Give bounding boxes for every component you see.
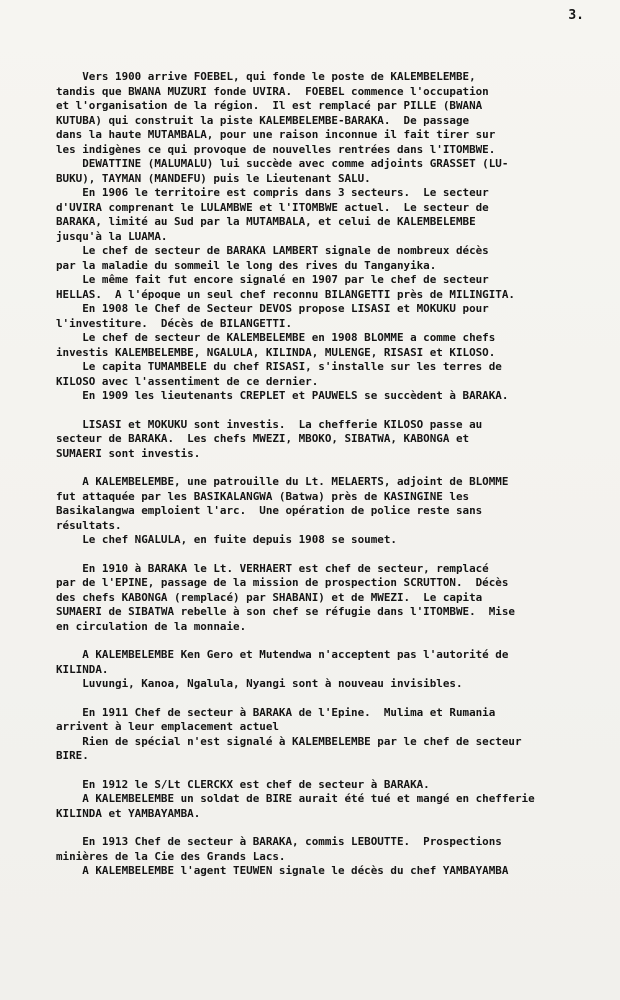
paragraph [56,70,596,157]
text-line: HELLAS. A l'époque un seul chef reconnu BILANGETTI près de MILINGITA. [56,287,515,301]
paragraph [56,648,596,677]
text-line: LISASI et MOKUKU sont investis. La chefferie KILOSO passe au [56,417,483,431]
paragraph [56,389,596,404]
paragraph [56,418,596,462]
text-line: résultats. [56,518,122,532]
text-line: En 1910 à BARAKA le Lt. VERHAERT est chef de secteur, remplacé [56,561,489,575]
text-line: DEWATTINE (MALUMALU) lui succède avec comme adjoints GRASSET (LU- [56,157,509,170]
paragraph [56,562,596,635]
page-number: 3. [568,8,584,23]
paragraph [56,835,596,864]
text-line: jusqu'à la LUAMA. [56,229,168,243]
text-line: SUMAERI sont investis. [56,446,201,460]
paragraph [56,475,596,533]
text-line: BUKU), TAYMAN (MANDEFU) puis le Lieutenant SALU. [56,171,371,185]
paragraph-gap [56,821,596,835]
paragraph [56,677,596,692]
text-line: A KALEMBELEMBE un soldat de BIRE aurait été tué et mangé en chefferie [56,792,535,805]
paragraph-gap [56,692,596,706]
text-line: A KALEMBELEMBE l'agent TEUWEN signale le décès du chef YAMBAYAMBA [56,864,509,877]
text-line: En 1913 Chef de secteur à BARAKA, commis LEBOUTTE. Prospections [56,835,502,848]
text-line: tandis que BWANA MUZURI fonde UVIRA. FOEBEL commence l'occupation [56,84,489,98]
text-line: secteur de BARAKA. Les chefs MWEZI, MBOKO, SIBATWA, KABONGA et [56,432,470,445]
text-line: Le même fait fut encore signalé en 1907 par le chef de secteur [56,273,489,286]
text-line: investis KALEMBELEMBE, NGALULA, KILINDA, MULENGE, RISASI et KILOSO. [56,345,496,359]
text-line: arrivent à leur emplacement actuel [56,720,279,733]
text-line: En 1912 le S/Lt CLERCKX est chef de secteur à BARAKA. [56,777,430,791]
text-line: par de l'EPINE, passage de la mission de prospection SCRUTTON. Décès [56,576,509,589]
text-line: KILINDA et YAMBAYAMBA. [56,806,201,820]
document-body [56,70,596,879]
text-line: A KALEMBELEMBE Ken Gero et Mutendwa n'acceptent pas l'autorité de [56,648,509,661]
paragraph [56,157,596,186]
paragraph [56,331,596,360]
text-line: En 1908 le Chef de Secteur DEVOS propose LISASI et MOKUKU pour [56,302,489,315]
text-line: BIRE. [56,749,89,762]
text-line: Luvungi, Kanoa, Ngalula, Nyangi sont à nouveau invisibles. [56,677,463,690]
text-line: Vers 1900 arrive FOEBEL, qui fonde le poste de KALEMBELEMBE, [56,70,476,83]
text-line: SUMAERI de SIBATWA rebelle à son chef se réfugie dans l'ITOMBWE. Mise [56,605,515,618]
text-line: et l'organisation de la région. Il est remplacé par PILLE (BWANA [56,99,483,112]
text-line: KUTUBA) qui construit la piste KALEMBELEMBE-BARAKA. De passage [56,113,470,127]
text-line: KILINDA. [56,662,109,676]
text-line: l'investiture. Décès de BILANGETTI. [56,316,293,330]
text-line: Le chef de secteur de KALEMBELEMBE en 1908 BLOMME a comme chefs [56,331,496,344]
text-line: des chefs KABONGA (remplacé) par SHABANI) et de MWEZI. Le capita [56,590,483,604]
text-line: par la maladie du sommeil le long des rives du Tanganyika. [56,258,437,272]
text-line: Le chef de secteur de BARAKA LAMBERT signale de nombreux décès [56,244,489,257]
text-line: En 1911 Chef de secteur à BARAKA de l'Epine. Mulima et Rumania [56,705,496,719]
paragraph [56,244,596,273]
paragraph [56,360,596,389]
text-line: Basikalangwa emploient l'arc. Une opération de police reste sans [56,504,483,517]
text-line: Le chef NGALULA, en fuite depuis 1908 se soumet. [56,533,397,546]
paragraph-gap [56,404,596,418]
paragraph [56,273,596,302]
text-line: minières de la Cie des Grands Lacs. [56,849,286,863]
paragraph [56,533,596,548]
text-line: Rien de spécial n'est signalé à KALEMBELEMBE par le chef de secteur [56,734,522,748]
text-line: d'UVIRA comprenant le LULAMBWE et l'ITOMBWE actuel. Le secteur de [56,200,489,214]
text-line: en circulation de la monnaie. [56,619,247,633]
text-line: Le capita TUMAMBELE du chef RISASI, s'installe sur les terres de [56,360,502,373]
text-line: dans la haute MUTAMBALA, pour une raison inconnue il fait tirer sur [56,128,496,141]
text-line: fut attaquée par les BASIKALANGWA (Batwa) près de KASINGINE les [56,489,470,503]
paragraph [56,706,596,735]
paragraph-gap [56,764,596,778]
text-line: A KALEMBELEMBE, une patrouille du Lt. MELAERTS, adjoint de BLOMME [56,475,509,488]
paragraph [56,735,596,764]
paragraph [56,778,596,822]
paragraph [56,186,596,244]
text-line: En 1909 les lieutenants CREPLET et PAUWELS se succèdent à BARAKA. [56,389,509,402]
text-line: BARAKA, limité au Sud par la MUTAMBALA, et celui de KALEMBELEMBE [56,215,476,228]
paragraph-gap [56,461,596,475]
text-line: KILOSO avec l'assentiment de ce dernier. [56,374,319,388]
paragraph [56,302,596,331]
paragraph-gap [56,548,596,562]
text-line: les indigènes ce qui provoque de nouvelles rentrées dans l'ITOMBWE. [56,142,496,156]
paragraph [56,864,596,879]
paragraph-gap [56,634,596,648]
text-line: En 1906 le territoire est compris dans 3 secteurs. Le secteur [56,186,489,199]
